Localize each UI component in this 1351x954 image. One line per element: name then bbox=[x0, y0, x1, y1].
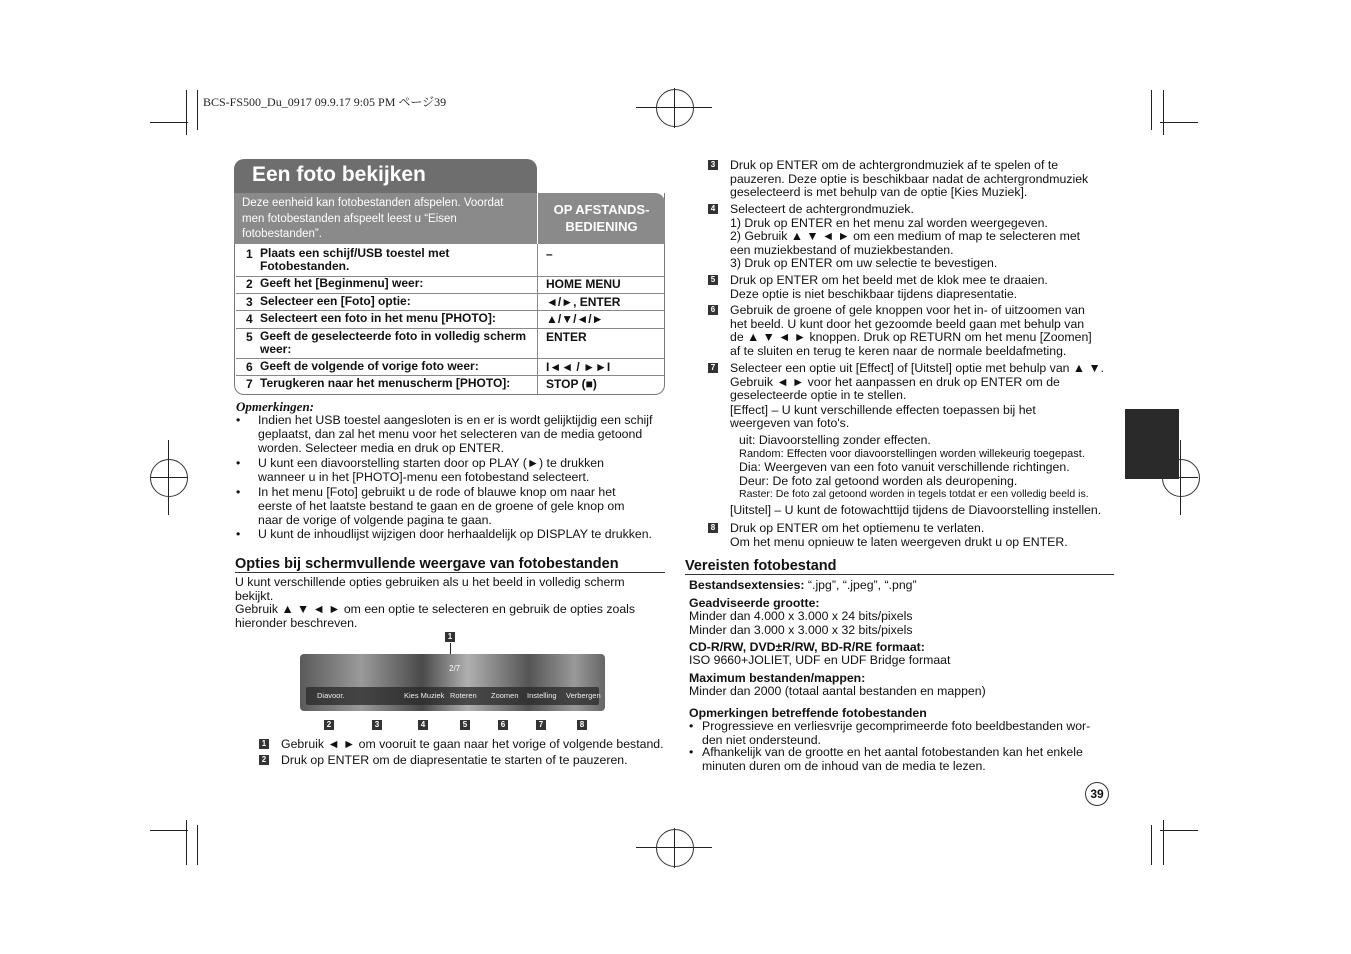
req-format: ISO 9660+JOLIET, UDF en UDF Bridge formaat bbox=[689, 653, 951, 667]
file-counter: 2/7 bbox=[449, 664, 461, 673]
menu-item-zoomen[interactable]: Zoomen bbox=[491, 691, 519, 700]
crop-mark bbox=[150, 830, 188, 831]
req-max: Minder dan 2000 (totaal aantal bestanden en mappen) bbox=[689, 684, 986, 698]
intro-text: Deze eenheid kan fotobestanden afspelen. Voordat men fotobestanden afspeelt leest u “Eisen fotobestanden”. bbox=[234, 193, 537, 244]
menu-item-instelling[interactable]: Instelling bbox=[527, 691, 557, 700]
option-description: Gebruik ◄ ► om vooruit te gaan naar het vorige of volgende bestand. bbox=[281, 737, 664, 751]
page-title: Een foto bekijken bbox=[252, 163, 426, 186]
menu-item-diavoor[interactable]: Diavoor. bbox=[317, 691, 345, 700]
callout-marker: 2 bbox=[324, 720, 334, 730]
chapter-tab bbox=[1125, 409, 1179, 479]
note-item: • In het menu [Foto] gebruikt u de rode of blauwe knop om naar het eerste of het laatste bestand te gaan en de groene of gele knop om naar de vorige of volgende pagina te gaan. bbox=[236, 485, 625, 527]
note-item: • U kunt de inhoudlijst wijzigen door herhaaldelijk op DISPLAY te drukken. bbox=[236, 527, 652, 541]
option-description: Selecteer een optie uit [Effect] of [Uitstel] optie met behulp van ▲ ▼. Gebruik ◄ ► voor het aanpassen en druk op ENTER om de geselecteerde optie in te stellen. [Effect] – U kunt verschillende effecten toepassen bij het weergeven van foto's. bbox=[730, 361, 1105, 430]
options-paragraph: U kunt verschillende opties gebruiken als u het beeld in volledig scherm bekijkt. bbox=[235, 575, 625, 603]
callout-marker: 5 bbox=[460, 720, 470, 730]
req-size: Minder dan 4.000 x 3.000 x 24 bits/pixels Minder dan 3.000 x 3.000 x 32 bits/pixels bbox=[689, 609, 913, 637]
options-paragraph: Gebruik ▲ ▼ ◄ ► om een optie te selecteren en gebruik de opties zoals hieronder beschreven. bbox=[235, 602, 636, 630]
options-heading: Opties bij schermvullende weergave van fotobestanden bbox=[235, 556, 665, 573]
req-notes-label: Opmerkingen betreffende fotobestanden bbox=[689, 706, 927, 720]
note-item: • Indien het USB toestel aangesloten is en er is wordt gelijktijdig een schijf geplaatst, dan zal het menu voor het selecteren van de media getoond worden. Selecteer media en druk op ENTER. bbox=[236, 413, 653, 455]
item-number: 8 bbox=[708, 523, 718, 533]
req-format-label: CD-R/RW, DVD±R/RW, BD-R/RE formaat: bbox=[689, 640, 925, 654]
crop-mark bbox=[150, 122, 188, 123]
crop-mark bbox=[1160, 122, 1198, 123]
crop-mark bbox=[1163, 820, 1164, 865]
callout-marker: 6 bbox=[498, 720, 508, 730]
crop-mark bbox=[1163, 90, 1164, 135]
callout-marker: 7 bbox=[536, 720, 546, 730]
crop-mark bbox=[1160, 830, 1198, 831]
title-box bbox=[234, 159, 537, 193]
table-row: 4 Selecteert een foto in het menu [PHOTO]: ▲/▼/◄/► bbox=[236, 310, 664, 329]
remote-header: OP AFSTANDS-BEDIENING bbox=[538, 193, 665, 244]
item-number: 1 bbox=[259, 739, 269, 749]
table-row: 7 Terugkeren naar het menuscherm [PHOTO]: STOP (■) bbox=[246, 376, 597, 391]
callout-marker: 1 bbox=[445, 632, 455, 642]
crop-mark bbox=[186, 90, 187, 135]
item-number: 4 bbox=[708, 204, 718, 214]
option-description: Druk op ENTER om de diapresentatie te starten of te pauzeren. bbox=[281, 753, 628, 767]
page-number: 39 bbox=[1085, 782, 1109, 806]
note-item: • U kunt een diavoorstelling starten door op PLAY (►) te drukken wanneer u in het [PHOTO]-menu een fotobestand selecteert. bbox=[236, 456, 604, 484]
req-note: • Progressieve en verliesvrije gecomprimeerde foto beeldbestanden wor- den niet ondersteund. bbox=[689, 719, 1091, 747]
table-row: 6 Geeft de volgende of vorige foto weer: I◄◄ / ►►I bbox=[236, 358, 664, 376]
callout-marker: 3 bbox=[372, 720, 382, 730]
registration-mark bbox=[150, 459, 188, 497]
option-description: Druk op ENTER om het optiemenu te verlaten. Om het menu opnieuw te laten weergeven drukt u op ENTER. bbox=[730, 521, 1068, 549]
registration-mark bbox=[656, 89, 694, 127]
registration-mark bbox=[656, 829, 694, 867]
table-row: 3 Selecteer een [Foto] optie: ◄/►, ENTER bbox=[236, 293, 664, 311]
menu-item-roteren[interactable]: Roteren bbox=[450, 691, 477, 700]
item-number: 2 bbox=[259, 755, 269, 765]
crop-mark bbox=[1151, 825, 1152, 865]
req-max-label: Maximum bestanden/mappen: bbox=[689, 671, 866, 685]
item-number: 6 bbox=[708, 305, 718, 315]
uitstel-text: [Uitstel] – U kunt de fotowachttijd tijdens de Diavoorstelling instellen. bbox=[730, 503, 1102, 517]
crop-mark bbox=[186, 820, 187, 865]
notes-heading: Opmerkingen: bbox=[236, 399, 314, 414]
table-row: 5 Geeft de geselecteerde foto in volledig scherm weer: ENTER bbox=[236, 328, 664, 359]
item-number: 5 bbox=[708, 275, 718, 285]
callout-marker: 4 bbox=[418, 720, 428, 730]
menu-item-verbergen[interactable]: Verbergen bbox=[566, 691, 601, 700]
crop-mark bbox=[1151, 90, 1152, 130]
req-extensions: Bestandsextensies: “.jpg”, “.jpeg”, “.png” bbox=[689, 578, 917, 592]
req-size-label: Geadviseerde grootte: bbox=[689, 596, 820, 610]
callout-marker: 8 bbox=[577, 720, 587, 730]
print-header: BCS-FS500_Du_0917 09.9.17 9:05 PM ページ39 bbox=[203, 95, 447, 109]
requirements-heading: Vereisten fotobestand bbox=[685, 558, 1114, 575]
option-description: Druk op ENTER om de achtergrondmuziek af te spelen of te pauzeren. Deze optie is beschikbaar nadat de achtergrondmuziek geselecteerd is met behulp van de optie [Kies Muziek]. bbox=[730, 158, 1089, 199]
req-note: • Afhankelijk van de grootte en het aantal fotobestanden kan het enkele minuten duren om de inhoud van de media te lezen. bbox=[689, 745, 1083, 773]
crop-mark bbox=[197, 825, 198, 865]
item-number: 3 bbox=[708, 160, 718, 170]
table-row: 2 Geeft het [Beginmenu] weer: HOME MENU bbox=[236, 276, 664, 294]
option-description: Druk op ENTER om het beeld met de klok mee te draaien. Deze optie is niet beschikbaar tijdens diapresentatie. bbox=[730, 273, 1048, 301]
item-number: 7 bbox=[708, 363, 718, 373]
option-description: Gebruik de groene of gele knoppen voor het in- of uitzoomen van het beeld. U kunt door het gezoomde beeld gaan met behulp van de ▲ ▼ ◄ ► knoppen. Druk op RETURN om het menu [Zoomen] af te sluiten en terug te keren naar de normale beeldafmeting. bbox=[730, 303, 1092, 358]
option-description: Selecteert de achtergrondmuziek. 1) Druk op ENTER en het menu zal worden weergegeven. 2) Gebruik ▲ ▼ ◄ ► om een medium of map te selecteren met een muziekbestand of muziekbestanden. 3) Druk op ENTER om uw selectie te bevestigen. bbox=[730, 202, 1081, 270]
table-row: 1 Plaats een schijf/USB toestel met Fotobestanden. – bbox=[236, 245, 664, 277]
crop-mark bbox=[197, 90, 198, 130]
menu-item-kies-muziek[interactable]: Kies Muziek bbox=[404, 691, 445, 700]
effect-list: uit: Diavoorstelling zonder effecten. Random: Effecten voor diavoorstellingen worden willekeurig toegepast. Dia: Weergeven van een foto vanuit verschillende richtingen. Deur: De foto zal getoond worden als deuropening. Raster: De foto zal getoond worden in tegels totdat er een volledig beeld is. bbox=[739, 433, 1089, 500]
